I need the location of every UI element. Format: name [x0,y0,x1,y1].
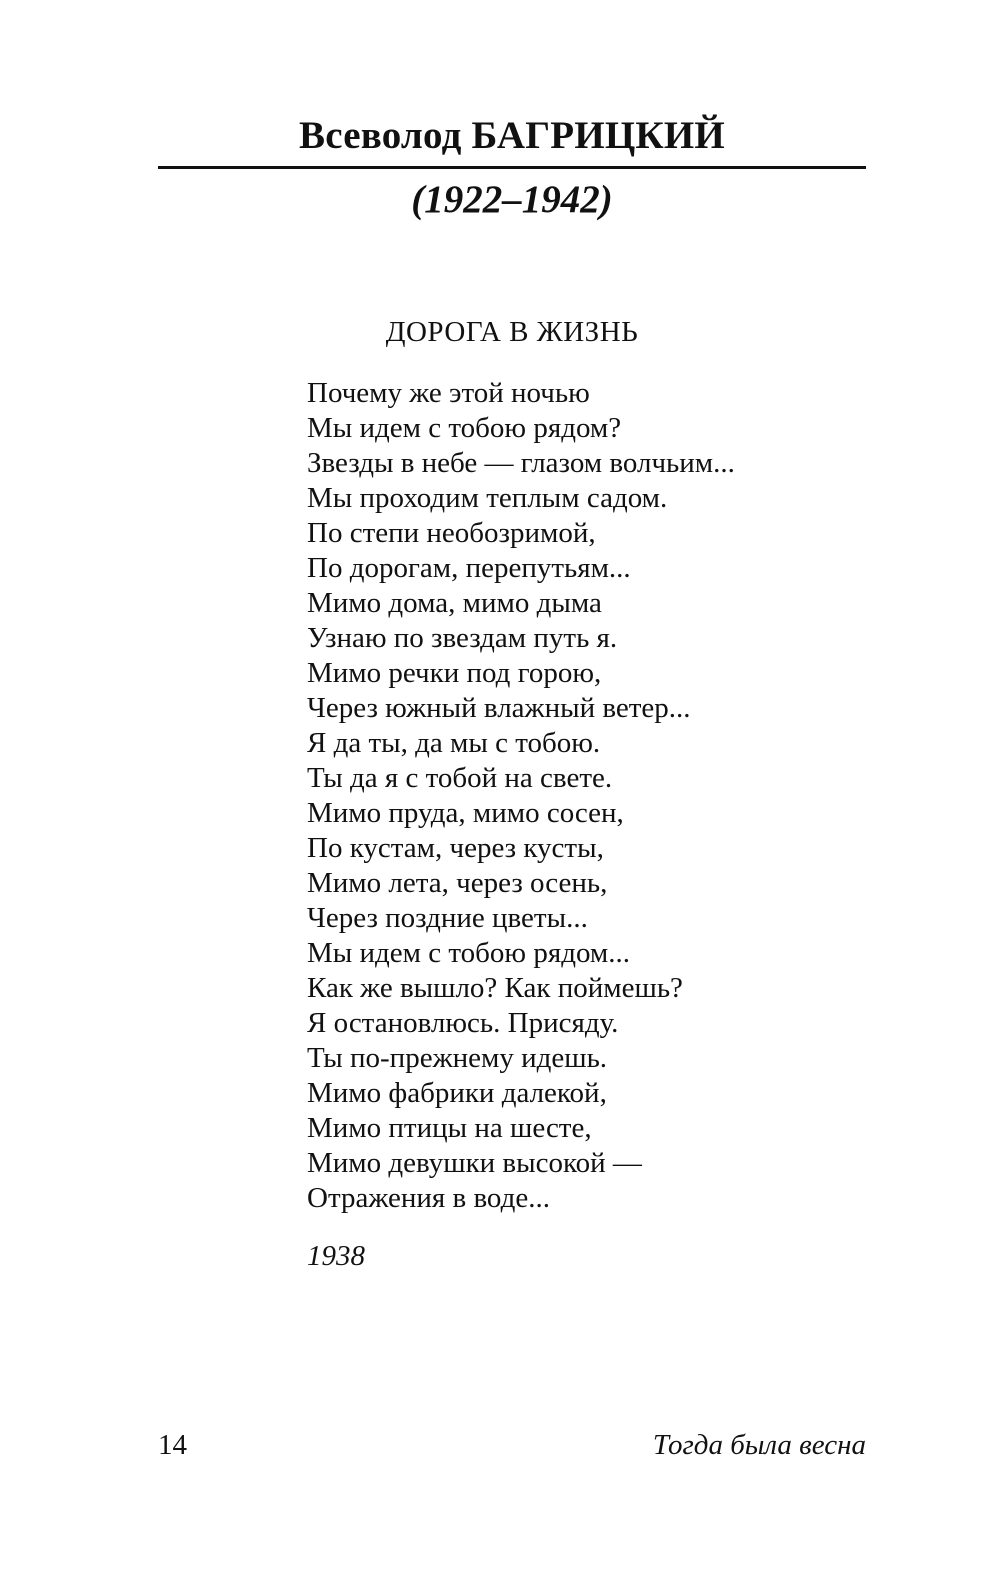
poem-line: По кустам, через кусты, [307,832,604,864]
poem-line: Я остановлюсь. Присяду. [307,1007,619,1039]
poem-line: Через южный влажный ветер... [307,692,691,724]
poem-line: Мы идем с тобою рядом... [307,937,630,969]
poem-line: Звезды в небе — глазом волчьим... [307,447,735,479]
poem-line: По степи необозримой, [307,517,596,549]
poem-line: Мимо речки под горою, [307,657,602,689]
poem-line: Ты по-прежнему идешь. [307,1042,608,1074]
poem-line: Мимо пруда, мимо сосен, [307,797,624,829]
poem-line: Мимо птицы на шесте, [307,1112,592,1144]
poem-line: Мы проходим теплым садом. [307,482,668,514]
poem-line: Почему же этой ночью [307,377,590,409]
poem-line: Как же вышло? Как поймешь? [307,972,683,1004]
poem-line: Мимо лета, через осень, [307,867,608,899]
poem-date: 1938 [307,1240,365,1272]
author-years: (1922–1942) [411,178,613,221]
poem-body [307,376,907,1216]
poem-line: По дорогам, перепутьям... [307,552,631,584]
header-rule [158,166,866,169]
poem-line: Через поздние цветы... [307,902,588,934]
poem-line: Мимо девушки высокой — [307,1147,642,1179]
poem-line: Ты да я с тобой на свете. [307,762,613,794]
poem-line: Узнаю по звездам путь я. [307,622,618,654]
running-title: Тогда была весна [652,1429,866,1461]
author-name: Всеволод БАГРИЦКИЙ [299,114,725,157]
poem-line: Мимо фабрики далекой, [307,1077,607,1109]
poem-title: ДОРОГА В ЖИЗНЬ [385,316,639,348]
page-number: 14 [158,1429,187,1461]
poem-line: Я да ты, да мы с тобою. [307,727,601,759]
poem-line: Мы идем с тобою рядом? [307,412,622,444]
poem-line: Мимо дома, мимо дыма [307,587,602,619]
poem-line: Отражения в воде... [307,1182,550,1214]
